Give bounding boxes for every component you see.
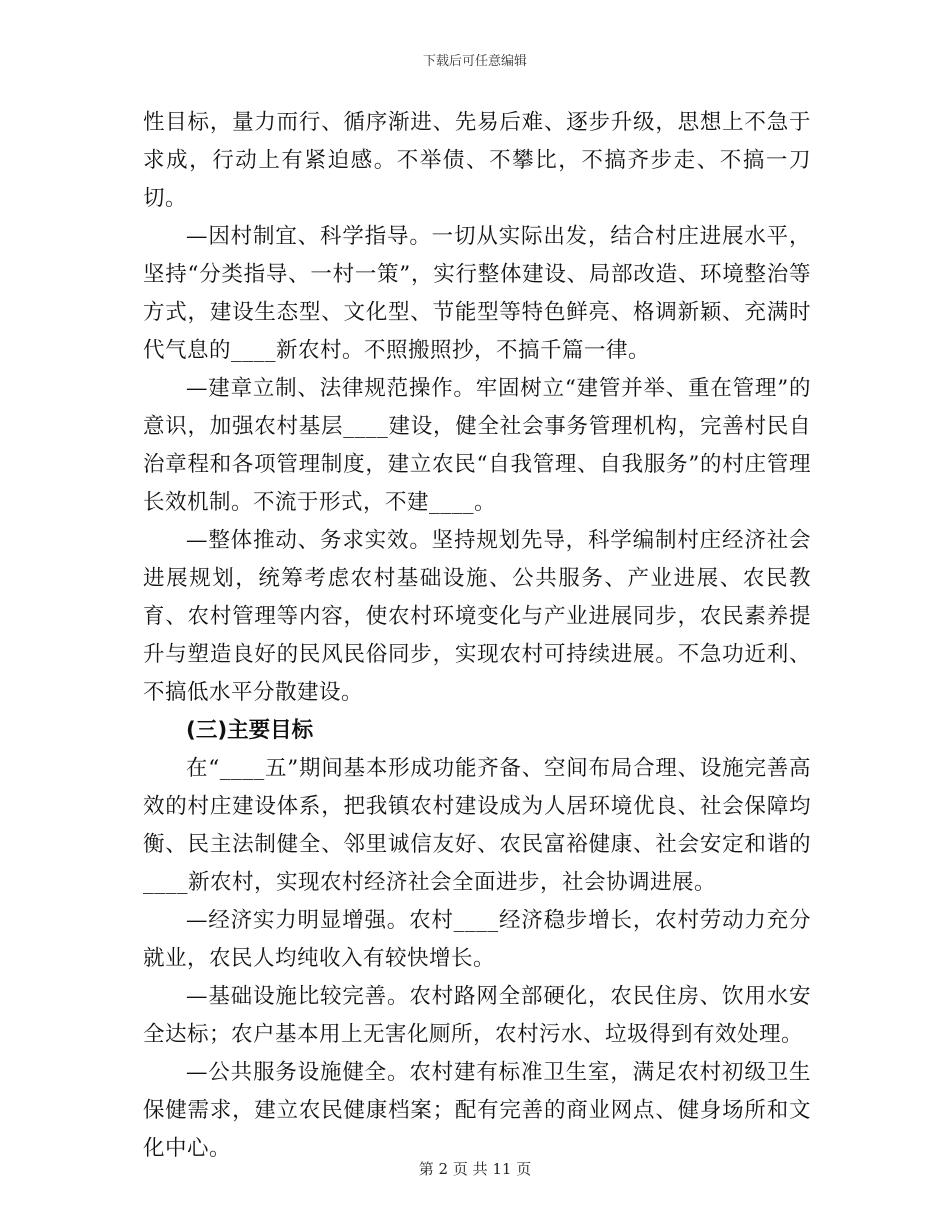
paragraph-overall-promotion: —整体推动、务求实效。坚持规划先导，科学编制村庄经济社会进展规划，统筹考虑农村基础设施、公共服务、产业进展、农民教育、农村管理等内容，使农村环境变化与产业进展同步，农民素养提升与塑造良好的民风民俗同步，实现农村可持续进展。不急功近利、不搞低水平分散建设。: [143, 528, 811, 705]
section-heading-main-goals: (三)主要目标: [186, 718, 314, 743]
paragraph-five-year-goal: 在“____五”期间基本形成功能齐备、空间布局合理、设施完善高效的村庄建设体系，把我镇农村建设成为人居环境优良、社会保障均衡、民主法制健全、邻里诚信友好、农民富裕健康、社会安定和谐的____新农村，实现农村经济社会全面进步，社会协调进展。: [143, 756, 811, 895]
document-body: [143, 104, 811, 1168]
paragraph-continuation: 性目标，量力而行、循序渐进、先易后难、逐步升级，思想上不急于求成，行动上有紧迫感。不举债、不攀比，不搞齐步走、不搞一刀切。: [143, 110, 811, 211]
paragraph-public-services: —公共服务设施健全。农村建有标准卫生室，满足农村初级卫生保健需求，建立农民健康档案；配有完善的商业网点、健身场所和文化中心。: [143, 1060, 811, 1161]
page-number: 第 2 页 共 11 页: [418, 1160, 532, 1178]
paragraph-infrastructure: —基础设施比较完善。农村路网全部硬化，农民住房、饮用水安全达标；农户基本用上无害化厕所，农村污水、垃圾得到有效处理。: [143, 984, 811, 1047]
paragraph-local-conditions: —因村制宜、科学指导。一切从实际出发，结合村庄进展水平，坚持“分类指导、一村一策”，实行整体建设、局部改造、环境整治等方式，建设生态型、文化型、节能型等特色鲜亮、格调新颖、充满时代气息的____新农村。不照搬照抄，不搞千篇一律。: [143, 224, 811, 363]
paragraph-regulations: —建章立制、法律规范操作。牢固树立“建管并举、重在管理”的意识，加强农村基层____建设，健全社会事务管理机构，完善村民自治章程和各项管理制度，建立农民“自我管理、自我服务”的村庄管理长效机制。不流于形式，不建____。: [143, 376, 811, 515]
paragraph-economy: —经济实力明显增强。农村____经济稳步增长，农村劳动力充分就业，农民人均纯收入有较快增长。: [143, 908, 811, 971]
page-header: 下载后可任意编辑: [422, 54, 527, 69]
